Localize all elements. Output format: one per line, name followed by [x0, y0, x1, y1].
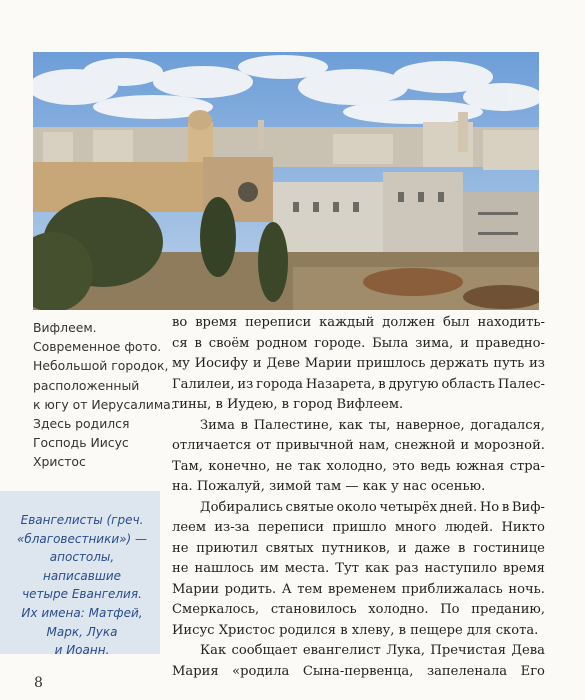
body-word: и [252, 356, 262, 371]
body-word: преданию, [471, 602, 545, 617]
body-line [172, 354, 545, 375]
body-word: леем [172, 520, 207, 535]
body-word: пришлось [356, 356, 426, 371]
body-word: нам, [358, 438, 390, 453]
body-word: Тут [335, 561, 359, 576]
body-word: Иосифу [194, 356, 249, 371]
body-word: переписи [257, 520, 325, 535]
body-word: Иудею, [227, 397, 282, 412]
body-word: переписи [245, 315, 312, 330]
body-word: ночь. [508, 581, 545, 597]
body-word: был [443, 315, 470, 330]
body-line [172, 313, 545, 334]
body-word: Пожалуй, [196, 479, 270, 494]
body-word: становилось [270, 602, 357, 617]
body-line [172, 559, 545, 580]
body-word: города [256, 376, 303, 392]
body-line [172, 416, 545, 437]
body-word: приближалась [401, 581, 503, 597]
body-word: как [364, 561, 390, 576]
body-word: из-за [214, 520, 250, 535]
body-word: из [237, 376, 254, 392]
body-word: родить. [224, 581, 277, 597]
body-word: в [501, 499, 510, 515]
body-word: Как [200, 643, 227, 658]
body-word: держать [430, 356, 489, 371]
body-word: Назарета, [305, 376, 376, 392]
body-word: много [394, 520, 437, 535]
body-word: святые [285, 499, 334, 515]
body-word: места. [284, 561, 330, 576]
body-word: ся [172, 335, 188, 351]
body-text [172, 313, 545, 682]
caption-line: к югу от Иерусалима. [33, 396, 175, 412]
body-word: Была [372, 335, 409, 351]
body-word: «родила [232, 663, 290, 679]
body-word: и [398, 540, 407, 556]
body-word: Виф- [511, 499, 545, 515]
body-word: город [293, 397, 337, 412]
body-word: зима, [415, 335, 454, 351]
body-word: святых [265, 540, 314, 556]
photo-caption [33, 318, 175, 472]
glossary-sidebox [0, 491, 160, 658]
glossary-line: и Иоанн. [54, 643, 110, 658]
body-word: Марии [304, 356, 352, 371]
body-word: Палес- [497, 376, 545, 392]
body-word: Смеркалось, [172, 602, 260, 617]
body-word: Марии [172, 581, 220, 597]
body-word: не [172, 561, 189, 576]
bethlehem-photo [33, 52, 539, 310]
body-word: хлеву, [351, 622, 399, 638]
body-word: в [240, 417, 248, 433]
body-word: Но [479, 499, 500, 515]
body-word: время [502, 561, 545, 576]
glossary-line: апостолы, [49, 550, 115, 565]
body-word: наступило [424, 561, 497, 576]
body-word: путников, [321, 540, 391, 556]
body-word: му [172, 356, 190, 371]
body-word: тины, [172, 397, 216, 412]
body-word: на. [172, 479, 197, 494]
body-word: в [458, 540, 466, 556]
caption-line: расположенный [33, 377, 140, 393]
body-word: Пречистая [430, 643, 506, 658]
body-word: пришло [332, 520, 387, 535]
body-word: временем [327, 581, 397, 597]
body-line [172, 662, 545, 683]
body-word: четырёх [379, 499, 438, 515]
body-word: для [466, 622, 496, 638]
body-word: Палестине, [253, 417, 333, 433]
body-word: евангелист [302, 643, 381, 658]
body-word: людей. [444, 520, 494, 535]
body-word: в [398, 622, 411, 638]
body-word: ты, [368, 417, 391, 433]
body-word: каждый [319, 315, 375, 330]
body-word: снежной [394, 438, 456, 453]
body-word: там [315, 479, 346, 494]
glossary-line: Их имена: Матфей, [21, 605, 143, 620]
glossary-line: Марк, Лука [46, 624, 118, 639]
body-word: родном [256, 335, 308, 351]
body-word: дней. [439, 499, 478, 515]
body-word: морозной. [473, 438, 545, 453]
body-word: зимой [269, 479, 316, 494]
body-word: и [460, 438, 470, 453]
body-word: тем [297, 581, 323, 597]
body-word: около [336, 499, 377, 515]
body-word: в [281, 397, 294, 412]
body-word: Сына-первенца, [302, 663, 414, 679]
body-word: — [345, 479, 363, 494]
caption-line: Господь Иисус [33, 435, 129, 451]
body-word: другую [388, 376, 439, 392]
body-word: отличается [172, 438, 252, 453]
body-word: должен [382, 315, 436, 330]
body-word: Деве [266, 356, 300, 371]
body-word: ведь [420, 458, 451, 474]
glossary-line: «благовестники») — [16, 531, 148, 546]
body-word: пещере [410, 622, 467, 638]
body-word: в [378, 376, 386, 392]
body-word: находить- [477, 315, 545, 330]
body-word: Дева [511, 643, 545, 658]
body-word: Галилеи, [172, 376, 235, 392]
body-word: Иисус [172, 622, 219, 638]
body-word: от [256, 438, 272, 453]
body-word: нас [402, 479, 431, 494]
body-word: По [440, 602, 460, 617]
body-word: нашлось [194, 561, 254, 576]
body-line [172, 375, 545, 396]
body-word: холодно. [368, 602, 429, 617]
body-word: в [215, 397, 227, 412]
body-word: у [390, 479, 403, 494]
body-word: южная [455, 458, 505, 474]
body-word: время [195, 315, 238, 330]
body-word: конечно, [208, 458, 271, 474]
body-line [172, 518, 545, 539]
body-word: это [392, 458, 415, 474]
body-line [172, 641, 545, 662]
caption-line: Здесь родился [33, 416, 130, 432]
body-word: путь [493, 356, 525, 371]
body-word: как [338, 417, 363, 433]
body-word: осенью. [430, 479, 486, 494]
body-word: так [297, 458, 321, 474]
body-word: во [172, 315, 188, 330]
body-word: не [275, 458, 293, 474]
body-line [172, 477, 545, 498]
body-line [172, 457, 545, 478]
page-number: 8 [34, 675, 43, 691]
body-word: Добирались [200, 499, 283, 515]
body-word: своём [208, 335, 250, 351]
body-word: привычной [276, 438, 354, 453]
body-word: гостинице [473, 540, 545, 556]
body-word: родился [279, 622, 341, 638]
caption-line: Современное фото. [33, 339, 162, 355]
body-word: им [259, 561, 279, 576]
glossary-line: написавшие [42, 568, 122, 583]
body-word: в [194, 335, 202, 351]
caption-line: Вифлеем. [33, 320, 97, 335]
body-word: Зима [200, 417, 235, 433]
body-word: праведно- [475, 335, 545, 351]
body-word: приютил [196, 540, 258, 556]
body-line [172, 600, 545, 621]
body-word: догадался, [470, 417, 545, 433]
body-word: Вифлеем. [336, 397, 404, 412]
glossary-line: Евангелисты (греч. [20, 513, 144, 527]
body-line [172, 621, 545, 642]
body-word: Лука, [386, 643, 425, 658]
body-word: наверное, [396, 417, 465, 433]
body-word: холодно, [326, 458, 387, 474]
body-word: и [460, 335, 469, 351]
body-word: городе. [314, 335, 366, 351]
glossary-text [12, 511, 152, 660]
body-word: скота. [495, 622, 539, 638]
body-word: из [529, 356, 545, 371]
body-line [172, 498, 545, 519]
body-word: даже [414, 540, 451, 556]
body-word: Его [520, 663, 545, 679]
body-line [172, 436, 545, 457]
body-word: стра- [509, 458, 545, 474]
body-line [172, 395, 545, 416]
body-line [172, 580, 545, 601]
glossary-line: четыре Евангелия. [22, 587, 142, 602]
caption-line: Небольшой городок, [33, 358, 169, 374]
body-word: Христос [218, 622, 280, 638]
body-word: раз [395, 561, 419, 576]
body-word: Там, [172, 458, 203, 474]
body-word: в [340, 622, 352, 638]
body-word: А [281, 581, 292, 597]
body-word: область [441, 376, 496, 392]
body-line [172, 539, 545, 560]
caption-line: Христос [33, 454, 86, 470]
body-word: Мария [172, 663, 219, 679]
body-word: как [362, 479, 391, 494]
body-line [172, 334, 545, 355]
body-word: Никто [501, 520, 545, 535]
body-word: запеленала [426, 663, 508, 679]
body-word: сообщает [231, 643, 298, 658]
body-word: не [172, 540, 189, 556]
